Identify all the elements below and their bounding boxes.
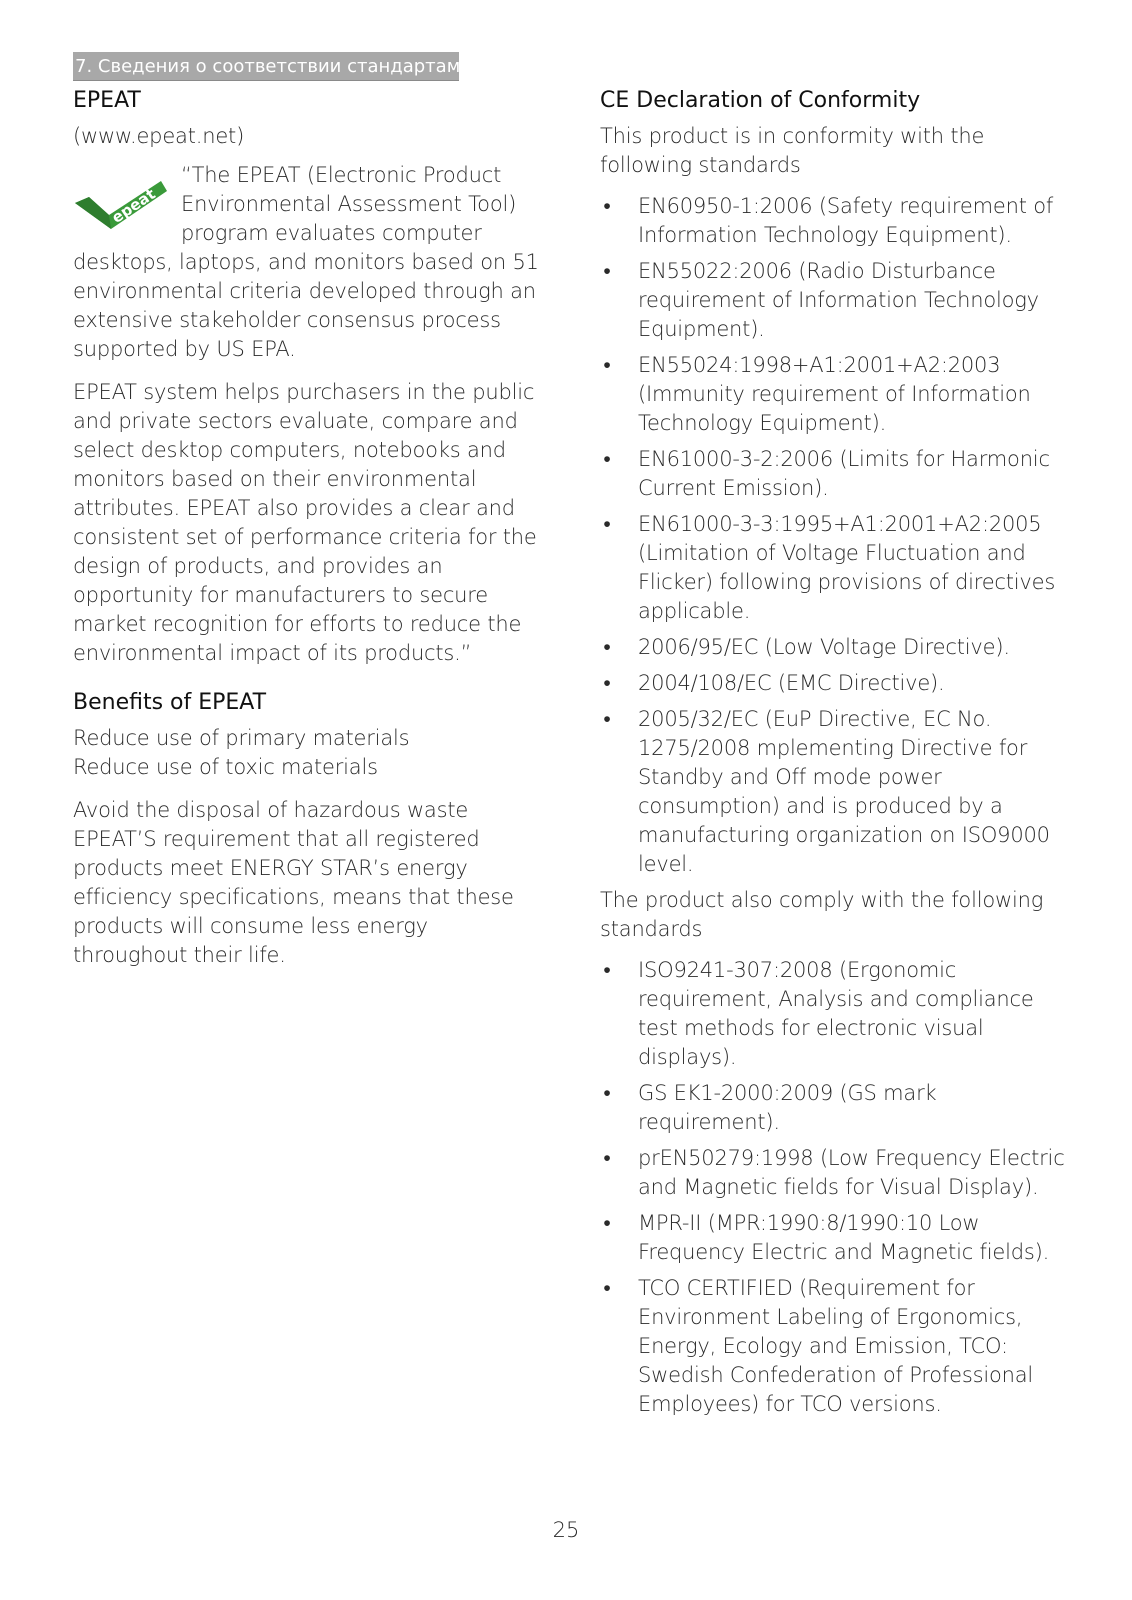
benefit-item: Reduce use of primary materials (73, 726, 410, 750)
ce-intro: This product is in conformity with the following standards (600, 124, 985, 177)
bullet-icon: • (603, 958, 611, 982)
list-item: • EN61000-3-3:1995+A1:2001+A2:2005 (Limitation of Voltage Fluctuation and Flicker) following provisions of directives applicable. (600, 510, 1070, 626)
bullet-icon: • (603, 512, 611, 536)
bullet-icon: • (603, 1276, 611, 1300)
bullet-icon: • (603, 447, 611, 471)
benefits-heading: Benefits of EPEAT (73, 690, 267, 715)
bullet-icon: • (603, 635, 611, 659)
epeat-url: (www.epeat.net) (73, 124, 245, 148)
bullet-icon: • (603, 1146, 611, 1170)
left-column (73, 86, 543, 970)
bullet-icon: • (603, 707, 611, 731)
epeat-quote-paragraph: “The EPEAT (Electronic Product Environmental Assessment Tool) program evaluates computer desktops, laptops, and monitors based on 51 environmental criteria developed through an extensive stakeholder consensus process supported by US EPA. (73, 163, 539, 361)
list-item: • MPR-II (MPR:1990:8/1990:10 Low Frequency Electric and Magnetic fields). (600, 1209, 1070, 1267)
additional-standards-list (600, 956, 1070, 1419)
list-item: • EN61000-3-2:2006 (Limits for Harmonic Current Emission). (600, 445, 1070, 503)
list-item: • prEN50279:1998 (Low Frequency Electric and Magnetic fields for Visual Display). (600, 1144, 1070, 1202)
page-number: 25 (552, 1518, 580, 1542)
also-comply-intro: The product also comply with the following standards (600, 888, 1044, 941)
list-item: • 2004/108/EC (EMC Directive). (600, 669, 1070, 698)
bullet-icon: • (603, 259, 611, 283)
benefit-item: Reduce use of toxic materials (73, 755, 378, 779)
list-item: • TCO CERTIFIED (Requirement for Environment Labeling of Ergonomics, Energy, Ecology and Emission, TCO: Swedish Confederation of Professional Employees) for TCO versions. (600, 1274, 1070, 1419)
list-item: • EN55022:2006 (Radio Disturbance requirement of Information Technology Equipment). (600, 257, 1070, 344)
bullet-icon: • (603, 671, 611, 695)
bullet-icon: • (603, 194, 611, 218)
epeat-system-paragraph: EPEAT system helps purchasers in the public and private sectors evaluate, compare and select desktop computers, notebooks and monitors based on their environmental attributes. EPEAT also provides a clear and consistent set of performance criteria for the design of products, and provides an opportunity for manufacturers to secure market recognition for efforts to reduce the environmental impact of its products.” (73, 380, 537, 665)
logo-text: epeat (108, 184, 159, 227)
list-item: • GS EK1-2000:2009 (GS mark requirement). (600, 1079, 1070, 1137)
bullet-icon: • (603, 353, 611, 377)
bullet-icon: • (603, 1081, 611, 1105)
ce-standards-list (600, 192, 1070, 879)
list-item: • 2005/32/EC (EuP Directive, EC No. 1275/2008 mplementing Directive for Standby and Off mode power consumption) and is produced by a manufacturing organization on ISO9000 level. (600, 705, 1070, 879)
avoid-paragraph: Avoid the disposal of hazardous waste EPEAT’S requirement that all registered products meet ENERGY STAR’s energy efficiency specifications, means that these products will consume less energy throughout their life. (73, 798, 514, 967)
epeat-quote-block (73, 161, 543, 364)
epeat-heading: EPEAT (73, 88, 141, 113)
list-item: • ISO9241-307:2008 (Ergonomic requirement, Analysis and compliance test methods for electronic visual displays). (600, 956, 1070, 1072)
section-title-tab: 7. Сведения о соответствии стандартам (73, 52, 459, 81)
right-column (600, 86, 1070, 1426)
bullet-icon: • (603, 1211, 611, 1235)
epeat-logo-icon (73, 171, 169, 235)
list-item: • 2006/95/EC (Low Voltage Directive). (600, 633, 1070, 662)
list-item: • EN55024:1998+A1:2001+A2:2003 (Immunity requirement of Information Technology Equipment). (600, 351, 1070, 438)
ce-heading: CE Declaration of Conformity (600, 88, 921, 113)
list-item: • EN60950-1:2006 (Safety requirement of Information Technology Equipment). (600, 192, 1070, 250)
